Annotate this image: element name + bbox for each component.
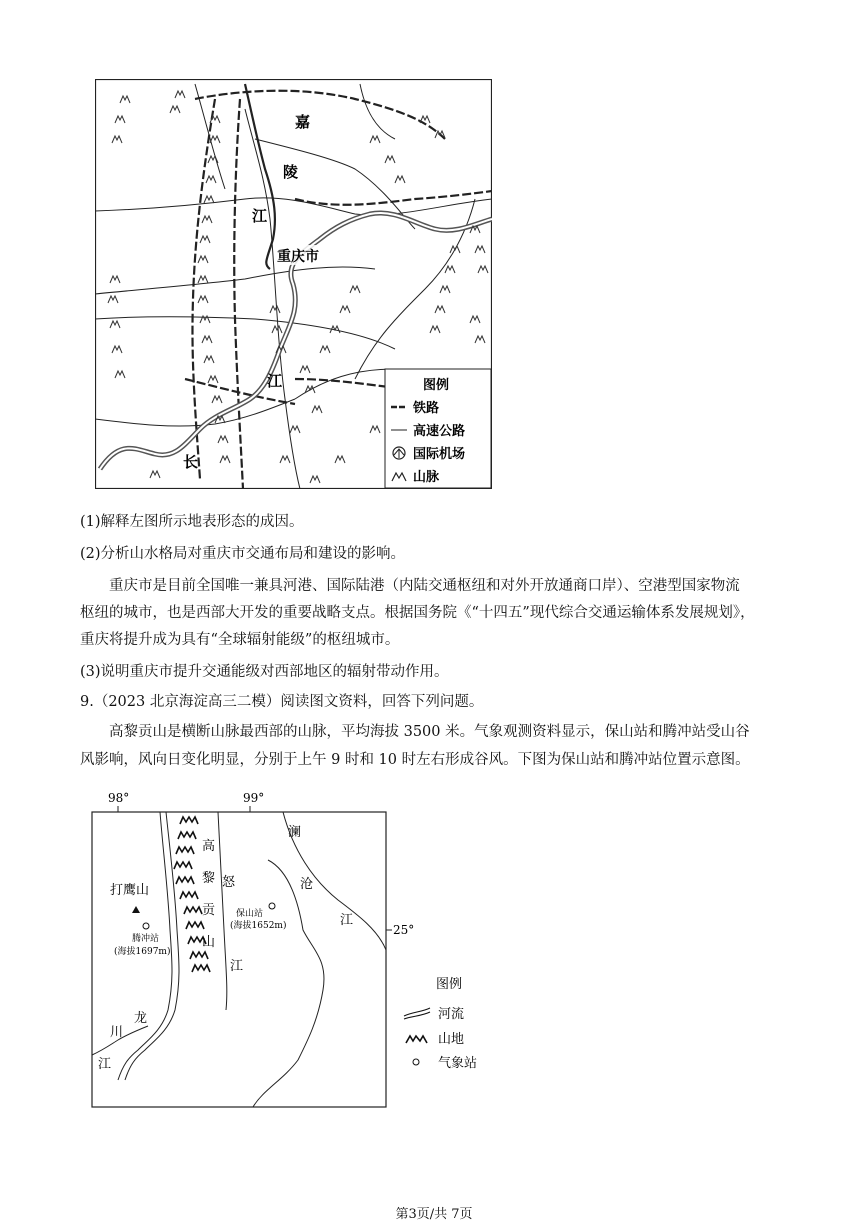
baoshan-station-altitude: (海拔1652m) (230, 921, 287, 931)
river-icon (404, 1008, 430, 1019)
mtn-char-1: 高 (202, 839, 216, 854)
legend2-label-station: 气象站 (438, 1056, 478, 1071)
label-jia: 嘉 (295, 113, 311, 131)
mountain-icon (406, 1036, 427, 1043)
legend2-title: 图例 (436, 977, 463, 992)
lancang-char-1: 澜 (288, 825, 302, 840)
question-3: (3)说明重庆市提升交通能级对西部地区的辐射带动作用。 (80, 664, 449, 680)
label-chang: 长 (183, 453, 199, 471)
label-ling: 陵 (283, 163, 299, 181)
label-jiang-bottom: 江 (267, 372, 283, 390)
legend-label-mountain: 山脉 (413, 470, 440, 485)
tengchong-station-altitude: (海拔1697m) (114, 947, 171, 957)
longchuan-char-2: 川 (110, 1025, 124, 1040)
question-1: (1)解释左图所示地表形态的成因。 (80, 514, 304, 530)
mtn-char-4: 山 (202, 935, 216, 950)
lat-25-label: 25° (393, 923, 415, 937)
legend2-label-river: 河流 (438, 1007, 465, 1022)
lancang-char-2: 沧 (300, 877, 314, 892)
gaoligong-map (88, 790, 508, 1110)
legend2-label-mountain: 山地 (438, 1032, 465, 1047)
station-icon (413, 1059, 419, 1065)
question-9-header: 9.（2023 北京海淀高三二模）阅读图文资料，回答下列问题。 (80, 694, 484, 710)
station-icon (269, 903, 275, 909)
longchuan-char-1: 龙 (134, 1011, 148, 1026)
label-jiang-top: 江 (252, 207, 268, 225)
legend-label-railway: 铁路 (413, 401, 440, 416)
nujiang-char-2: 江 (230, 959, 244, 974)
label-chongqing-city: 重庆市 (277, 249, 319, 265)
legend-label-airport: 国际机场 (413, 447, 466, 462)
lon-98-label: 98° (108, 791, 130, 805)
mtn-char-2: 黎 (202, 871, 216, 886)
lancang-char-3: 江 (340, 913, 354, 928)
mtn-char-3: 贡 (202, 903, 216, 918)
tengchong-station-name: 腾冲站 (132, 934, 160, 944)
legend-title: 图例 (423, 378, 450, 393)
longchuan-char-3: 江 (98, 1057, 112, 1072)
map1-legend (385, 369, 491, 488)
question-9-text-1: 高黎贡山是横断山脉最西部的山脉，平均海拔 3500 米。气象观测资料显示，保山站和腾冲站受山谷 (109, 724, 750, 740)
lon-99-label: 99° (243, 791, 265, 805)
map2-legend (404, 977, 477, 1071)
legend-label-highway: 高速公路 (413, 424, 466, 439)
dayingshan-label: 打鹰山 (110, 883, 150, 898)
baoshan-station-name: 保山站 (236, 909, 264, 919)
question-9-text-2: 风影响，风向日变化明显，分别于上午 9 时和 10 时左右形成谷风。下图为保山站和腾冲站位置示意图。 (80, 752, 750, 768)
material-line-1: 重庆市是目前全国唯一兼具河港、国际陆港（内陆交通枢纽和对外开放通商口岸）、空港型国家物流 (109, 578, 740, 594)
material-line-2: 枢纽的城市，也是西部大开发的重要战略支点。根据国务院《“十四五”现代综合交通运输体系发展规划》， (80, 605, 755, 621)
question-2: (2)分析山水格局对重庆市交通布局和建设的影响。 (80, 546, 406, 562)
page-footer: 第3页/共 7页 (395, 1207, 473, 1222)
material-line-3: 重庆将提升成为具有“全球辐射能级”的枢纽城市。 (80, 632, 400, 648)
chongqing-map (95, 79, 492, 489)
station-icon (143, 923, 149, 929)
nujiang-char-1: 怒 (222, 875, 236, 890)
